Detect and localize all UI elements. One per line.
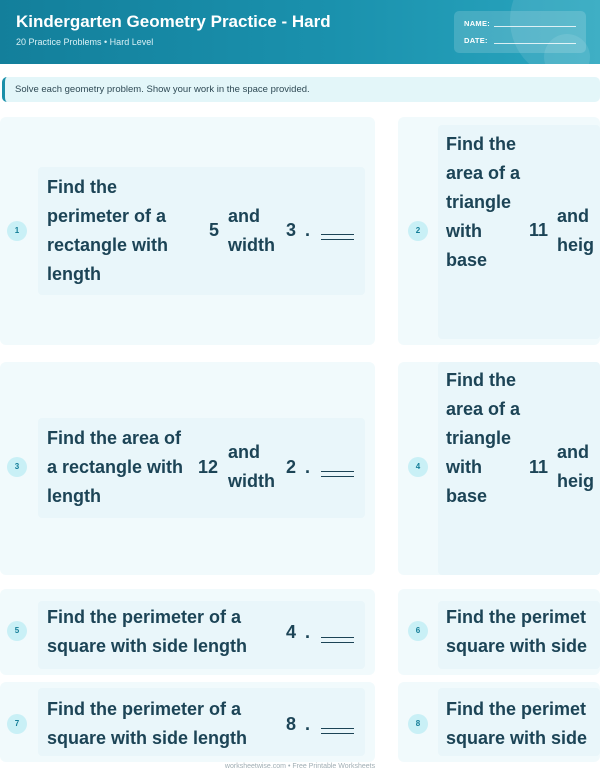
- worksheet-subtitle: 20 Practice Problems • Hard Level: [16, 37, 154, 47]
- instructions-text: Solve each geometry problem. Show your work in the space provided.: [15, 84, 310, 95]
- answer-line: [321, 476, 354, 477]
- problem-text: Find the perimeter of a square with side length: [47, 699, 248, 748]
- answer-line: [321, 239, 354, 240]
- date-line: [494, 43, 576, 44]
- problem-connector: and heig: [557, 442, 595, 491]
- worksheet-title: Kindergarten Geometry Practice - Hard: [16, 12, 331, 31]
- problem-card: [398, 362, 600, 575]
- problem-connector: and heig: [557, 206, 595, 255]
- page-footer: worksheetwise.com • Free Printable Worksheets: [224, 763, 376, 770]
- name-field[interactable]: [464, 19, 490, 28]
- problem-connector: and width: [228, 442, 275, 491]
- instructions-banner: [2, 77, 600, 102]
- date-field[interactable]: [464, 36, 488, 45]
- answer-line[interactable]: [321, 471, 354, 472]
- answer-line[interactable]: [321, 728, 354, 729]
- problem-card: [398, 117, 600, 345]
- problem-value-2: 2: [286, 457, 297, 477]
- name-label: NAME:: [464, 19, 491, 28]
- problem-number-badge: 1: [7, 221, 27, 241]
- problem-connector: and width: [228, 206, 275, 255]
- problem-value: 12: [198, 457, 219, 477]
- problem-value-2: 4: [286, 622, 297, 642]
- problem-number-badge: 8: [408, 714, 428, 734]
- problem-text: Find the perimeter of a square with side length: [47, 607, 248, 656]
- problem-text: Find the area of a triangle with base: [446, 370, 521, 506]
- problem-card: [0, 117, 375, 345]
- date-label: DATE:: [464, 36, 488, 45]
- worksheet-header: [0, 0, 600, 64]
- problem-dot: .: [305, 714, 311, 734]
- problem-card: [0, 589, 375, 675]
- problem-value: 5: [209, 220, 220, 240]
- problem-dot: .: [305, 622, 311, 642]
- problem-value-2: 8: [286, 714, 297, 734]
- name-line: [494, 26, 576, 27]
- problem-number-badge: 4: [408, 457, 428, 477]
- problem-value-2: 3: [286, 220, 297, 240]
- answer-line[interactable]: [321, 234, 354, 235]
- problem-number-badge: 6: [408, 621, 428, 641]
- problem-number-badge: 7: [7, 714, 27, 734]
- answer-line: [321, 733, 354, 734]
- answer-line: [321, 642, 354, 643]
- problem-card: [398, 682, 600, 762]
- problem-number-badge: 5: [7, 621, 27, 641]
- problem-card: [0, 682, 375, 762]
- problem-value: 11: [529, 220, 549, 240]
- problem-text: Find the perimet square with side: [446, 607, 588, 656]
- problem-dot: .: [305, 220, 311, 240]
- problem-value: 11: [529, 457, 549, 477]
- problem-card: [398, 589, 600, 675]
- problem-number-badge: 3: [7, 457, 27, 477]
- problem-text: Find the area of a triangle with base: [446, 134, 521, 270]
- name-date-box: [454, 11, 586, 53]
- problem-text: Find the area of a rectangle with length: [47, 428, 184, 506]
- problem-dot: .: [305, 457, 311, 477]
- problem-text: Find the perimeter of a rectangle with length: [47, 177, 169, 284]
- answer-line[interactable]: [321, 637, 354, 638]
- problem-card: [0, 362, 375, 575]
- problem-number-badge: 2: [408, 221, 428, 241]
- problem-text: Find the perimet square with side: [446, 699, 588, 748]
